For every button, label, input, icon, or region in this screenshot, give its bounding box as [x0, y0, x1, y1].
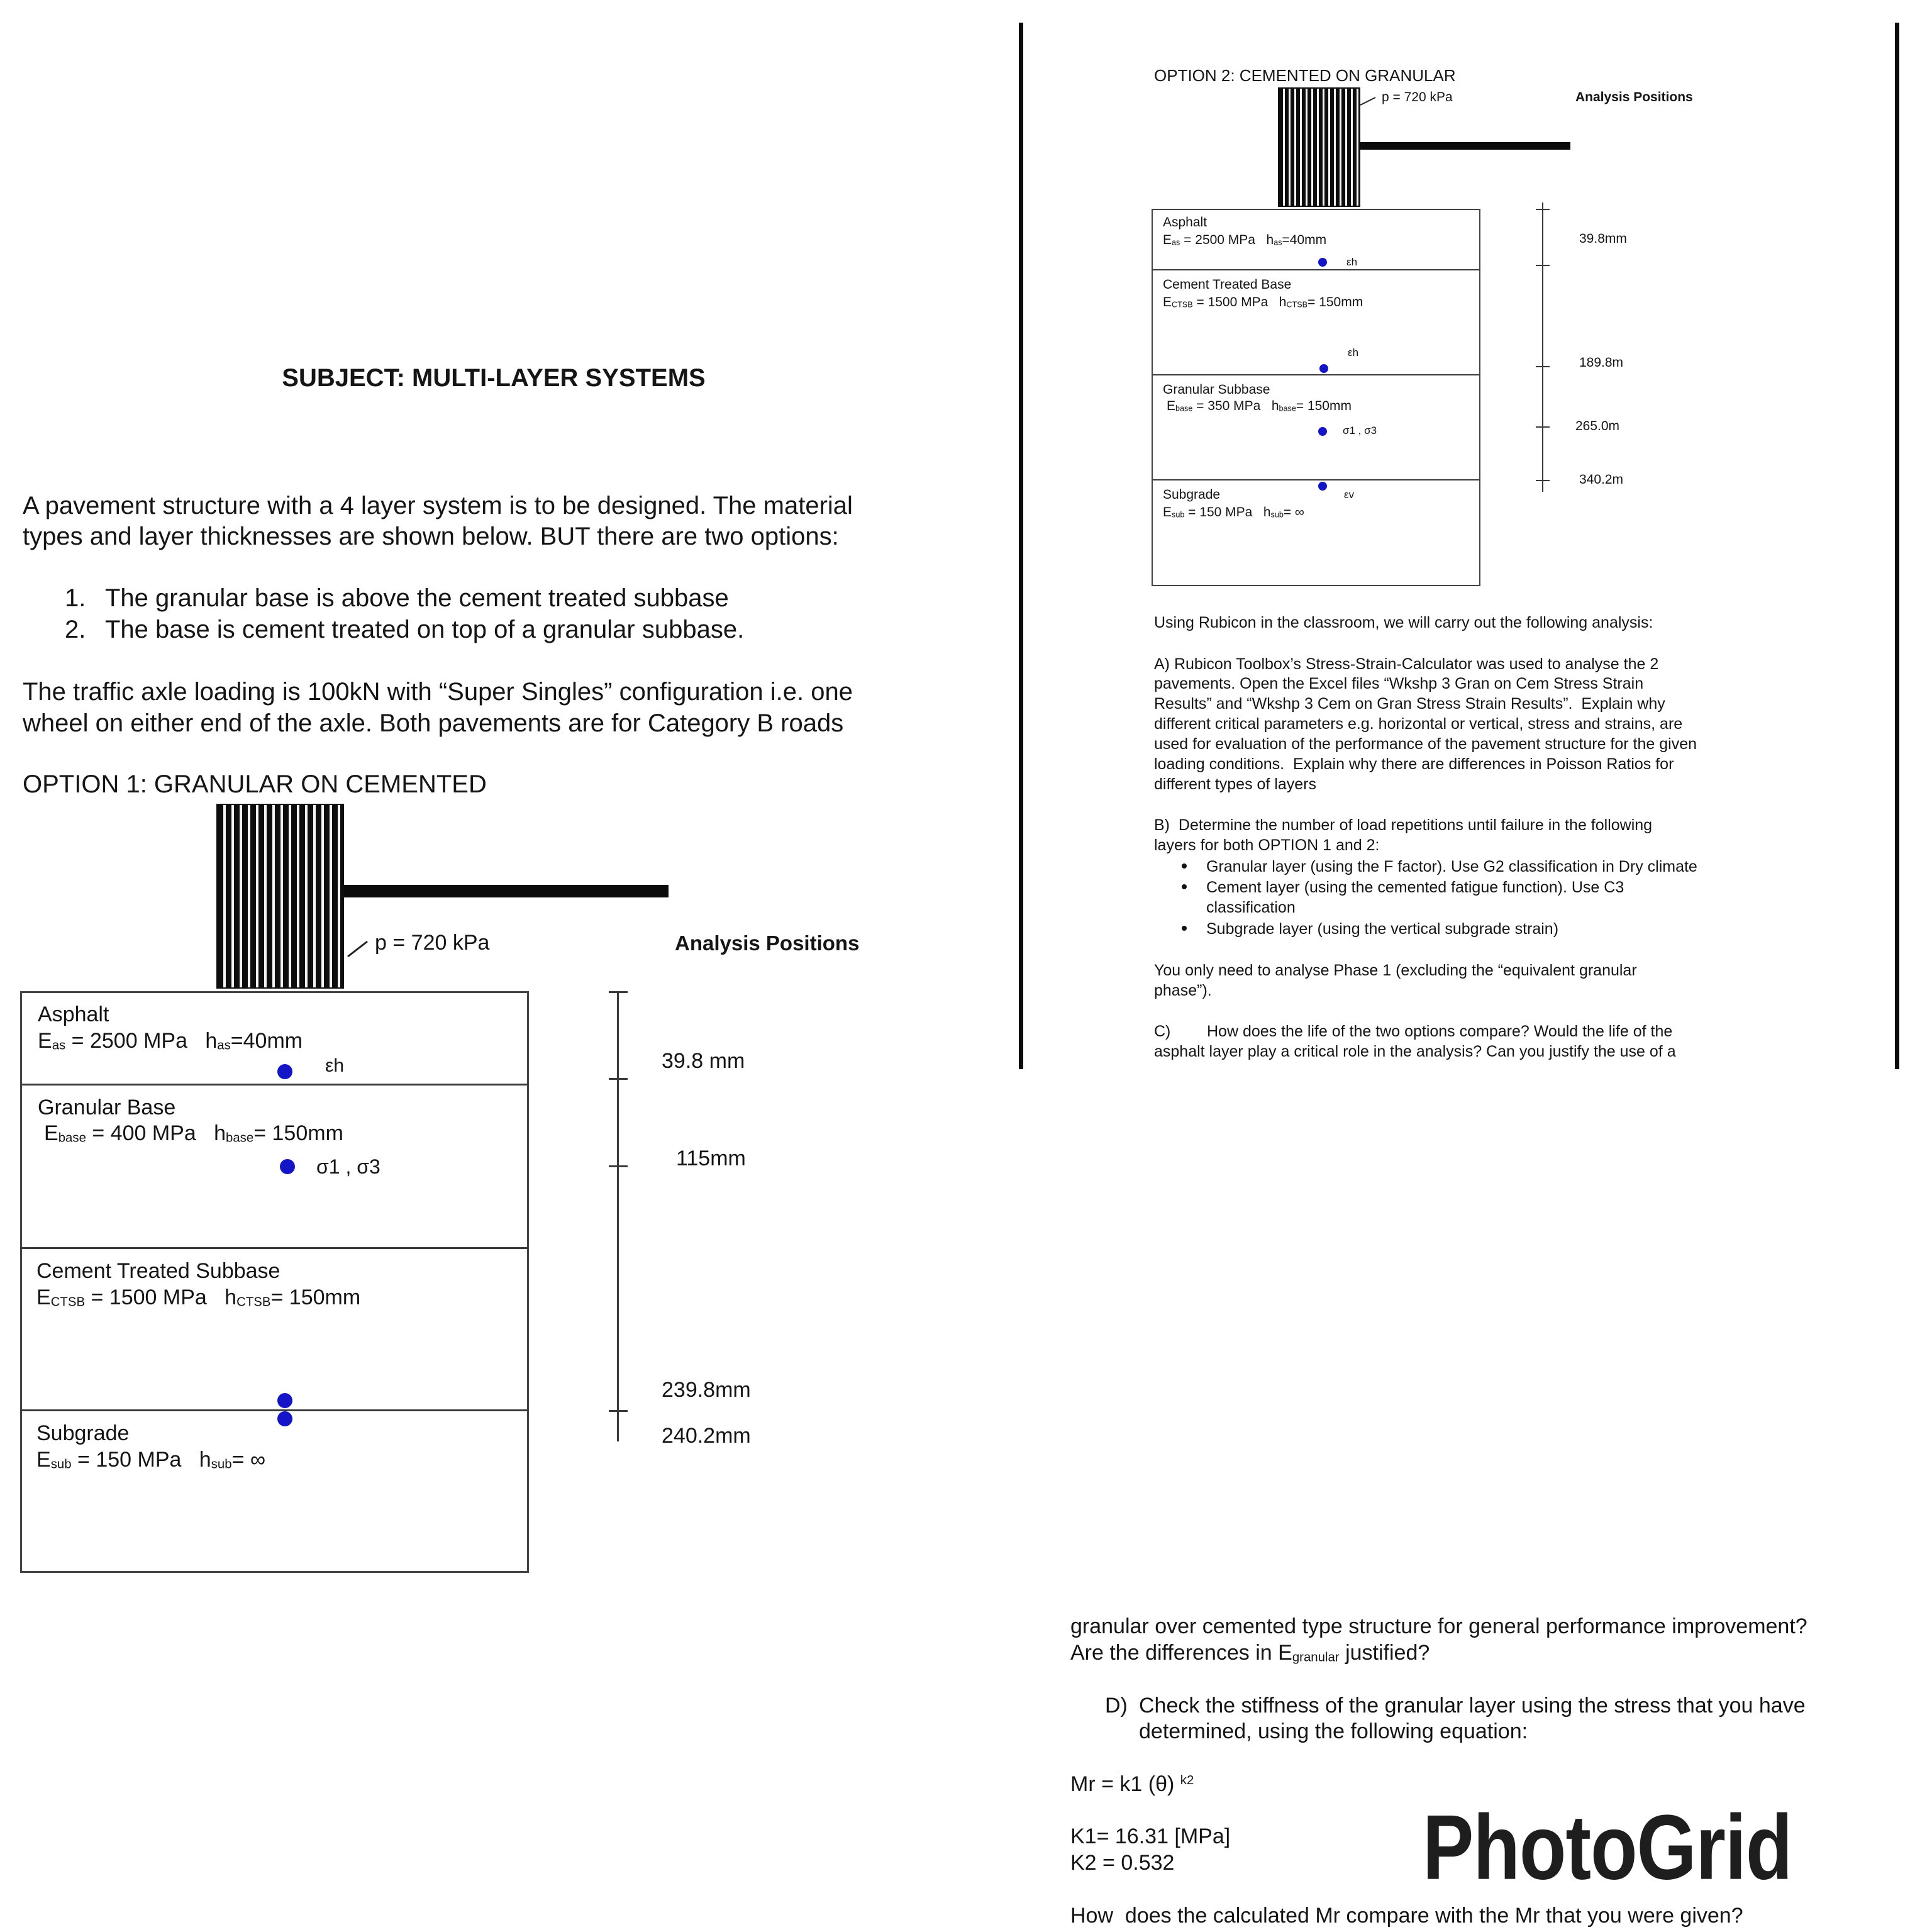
analysis-point — [1318, 427, 1327, 436]
constant-k2: K2 = 0.532 — [1070, 1851, 1175, 1875]
layer-name: Subgrade — [1163, 487, 1221, 502]
stress-label: σ1 , σ3 — [316, 1155, 380, 1178]
layer-name: Cement Treated Subbase — [36, 1259, 280, 1283]
layer-name: Subgrade — [36, 1421, 130, 1445]
layer-granular-subbase — [1152, 375, 1480, 480]
question-c-line: How does the life of the two options compare? Would the life of the — [1207, 1023, 1673, 1040]
analysis-intro: Using Rubicon in the classroom, we will carry out the following analysis: — [1154, 614, 1653, 631]
bullet-icon — [1182, 863, 1187, 869]
depth-label: 265.0m — [1575, 419, 1620, 433]
question-d-line: determined, using the following equation: — [1139, 1719, 1528, 1743]
layer-subgrade — [20, 1410, 529, 1573]
option1-title: OPTION 1: GRANULAR ON CEMENTED — [23, 770, 487, 798]
depth-label: 340.2m — [1579, 472, 1624, 487]
question-d-line: Check the stiffness of the granular layer using the stress that you have — [1139, 1694, 1806, 1718]
analysis-point — [277, 1411, 292, 1426]
final-question: How does the calculated Mr compare with the Mr that you were given? — [1070, 1904, 1743, 1928]
bullet-icon — [1182, 926, 1187, 931]
strain-label: εh — [1346, 256, 1358, 268]
depth-scale-tick — [609, 991, 628, 993]
layer-properties: Eas = 2500 MPa has=40mm — [1163, 233, 1327, 247]
layer-properties: ECTSB = 1500 MPa hCTSB= 150mm — [1163, 295, 1363, 309]
layer-granular-base — [20, 1084, 529, 1248]
question-a-line: A) Rubicon Toolbox’s Stress-Strain-Calculator was used to analyse the 2 — [1154, 655, 1659, 673]
bullet-item: Subgrade layer (using the vertical subgrade strain) — [1206, 920, 1559, 938]
question-a-line: loading conditions. Explain why there are differences in Poisson Ratios for — [1154, 755, 1674, 773]
bullet-icon — [1182, 884, 1187, 889]
depth-scale-axis — [617, 991, 619, 1441]
layer-cement-treated-base — [1152, 270, 1480, 375]
analysis-positions-heading: Analysis Positions — [1575, 90, 1693, 104]
question-c-continued: Are the differences in Egranular justified? — [1070, 1641, 1430, 1665]
photogrid-watermark: PhotoGrid — [1423, 1796, 1792, 1899]
depth-scale-tick — [609, 1165, 628, 1167]
question-a-line: Results” and “Wkshp 3 Cem on Gran Stress Strain Results”. Explain why — [1154, 695, 1665, 713]
bullet-item: Granular layer (using the F factor). Use G2 classification in Dry climate — [1206, 858, 1697, 875]
list-item-number: 2. — [65, 616, 86, 643]
pressure-label: p = 720 kPa — [375, 931, 490, 955]
analysis-point — [277, 1393, 292, 1408]
question-b-line: B) Determine the number of load repetitions until failure in the following — [1154, 816, 1653, 834]
depth-scale-tick — [1536, 265, 1550, 266]
bullet-item: Cement layer (using the cemented fatigue function). Use C3 — [1206, 879, 1624, 896]
bullet-item-continued: classification — [1206, 899, 1296, 916]
layer-asphalt — [20, 991, 529, 1084]
layer-subgrade — [1152, 480, 1480, 586]
depth-label: 240.2mm — [662, 1424, 751, 1448]
layer-properties: ECTSB = 1500 MPa hCTSB= 150mm — [36, 1285, 361, 1309]
layer-properties: Esub = 150 MPa hsub= ∞ — [1163, 505, 1304, 519]
question-d-label: D) — [1105, 1694, 1128, 1718]
question-a-line: different critical parameters e.g. horizontal or vertical, stress and strains, are — [1154, 715, 1683, 733]
pressure-leader-line — [1357, 91, 1382, 110]
page-border-right — [1895, 23, 1899, 1069]
strain-label: εv — [1344, 489, 1355, 501]
layer-properties: Ebase = 400 MPa hbase= 150mm — [44, 1121, 343, 1145]
phase-note-line: You only need to analyse Phase 1 (excluding the “equivalent granular — [1154, 962, 1637, 979]
phase-note-line: phase”). — [1154, 982, 1212, 999]
stress-label: σ1 , σ3 — [1343, 425, 1377, 436]
tire-icon — [216, 804, 344, 989]
traffic-line: wheel on either end of the axle. Both pavements are for Category B roads — [23, 709, 844, 737]
question-c-label: C) — [1154, 1023, 1171, 1040]
layer-asphalt — [1152, 209, 1480, 270]
subject-heading: SUBJECT: MULTI-LAYER SYSTEMS — [282, 364, 706, 392]
list-item: The base is cement treated on top of a granular subbase. — [105, 616, 745, 643]
depth-label: 239.8mm — [662, 1378, 751, 1402]
question-a-line: different types of layers — [1154, 775, 1317, 793]
analysis-point — [1319, 364, 1328, 373]
equation: Mr = k1 (θ) $^{k2}$ — [1070, 1772, 1194, 1796]
question-a-line: used for evaluation of the performance of the pavement structure for the given — [1154, 735, 1697, 753]
question-b-line: layers for both OPTION 1 and 2: — [1154, 836, 1380, 854]
analysis-point — [1318, 482, 1327, 491]
depth-scale-tick — [1536, 366, 1550, 367]
pressure-leader-line — [340, 931, 377, 969]
question-c-continued: granular over cemented type structure for general performance improvement? — [1070, 1614, 1807, 1638]
depth-label: 39.8mm — [1579, 231, 1627, 246]
question-c-line: asphalt layer play a critical role in the analysis? Can you justify the use of a — [1154, 1043, 1676, 1060]
question-a-line: pavements. Open the Excel files “Wkshp 3 Gran on Cem Stress Strain — [1154, 675, 1644, 692]
strain-label: εh — [325, 1055, 345, 1076]
layer-properties: Eas = 2500 MPa has=40mm — [38, 1029, 303, 1053]
analysis-point — [277, 1064, 292, 1079]
layer-name: Asphalt — [1163, 215, 1208, 230]
depth-scale-tick — [609, 1078, 628, 1080]
list-item-number: 1. — [65, 584, 86, 612]
analysis-point — [1318, 258, 1327, 267]
depth-label: 189.8m — [1579, 355, 1624, 370]
page-border-left — [1019, 23, 1023, 1069]
layer-cement-treated-subbase — [20, 1248, 529, 1410]
depth-scale-axis — [1542, 203, 1543, 492]
axle-bar — [344, 885, 669, 897]
intro-line: types and layer thicknesses are shown below. BUT there are two options: — [23, 523, 839, 550]
layer-name: Granular Subbase — [1163, 382, 1270, 397]
strain-label: εh — [1348, 347, 1359, 358]
layer-name: Granular Base — [38, 1096, 176, 1119]
list-item: The granular base is above the cement treated subbase — [105, 584, 729, 612]
depth-label: 115mm — [676, 1146, 746, 1170]
depth-scale-tick — [1536, 209, 1550, 210]
tire-icon — [1278, 87, 1360, 207]
layer-properties: Ebase = 350 MPa hbase= 150mm — [1167, 399, 1352, 413]
depth-scale-tick — [609, 1410, 628, 1412]
constant-k1: K1= 16.31 [MPa] — [1070, 1824, 1231, 1848]
analysis-point — [280, 1159, 295, 1174]
intro-line: A pavement structure with a 4 layer system is to be designed. The material — [23, 492, 853, 519]
depth-scale-tick — [1536, 426, 1550, 428]
layer-name: Asphalt — [38, 1002, 109, 1026]
layer-name: Cement Treated Base — [1163, 277, 1292, 292]
axle-bar — [1360, 142, 1570, 150]
depth-scale-tick — [1536, 480, 1550, 481]
traffic-line: The traffic axle loading is 100kN with “Super Singles” configuration i.e. one — [23, 678, 853, 706]
depth-label: 39.8 mm — [662, 1049, 745, 1073]
analysis-positions-heading: Analysis Positions — [675, 931, 860, 955]
option2-title: OPTION 2: CEMENTED ON GRANULAR — [1154, 66, 1456, 85]
layer-properties: Esub = 150 MPa hsub= ∞ — [36, 1448, 266, 1472]
pressure-label: p = 720 kPa — [1382, 90, 1453, 104]
